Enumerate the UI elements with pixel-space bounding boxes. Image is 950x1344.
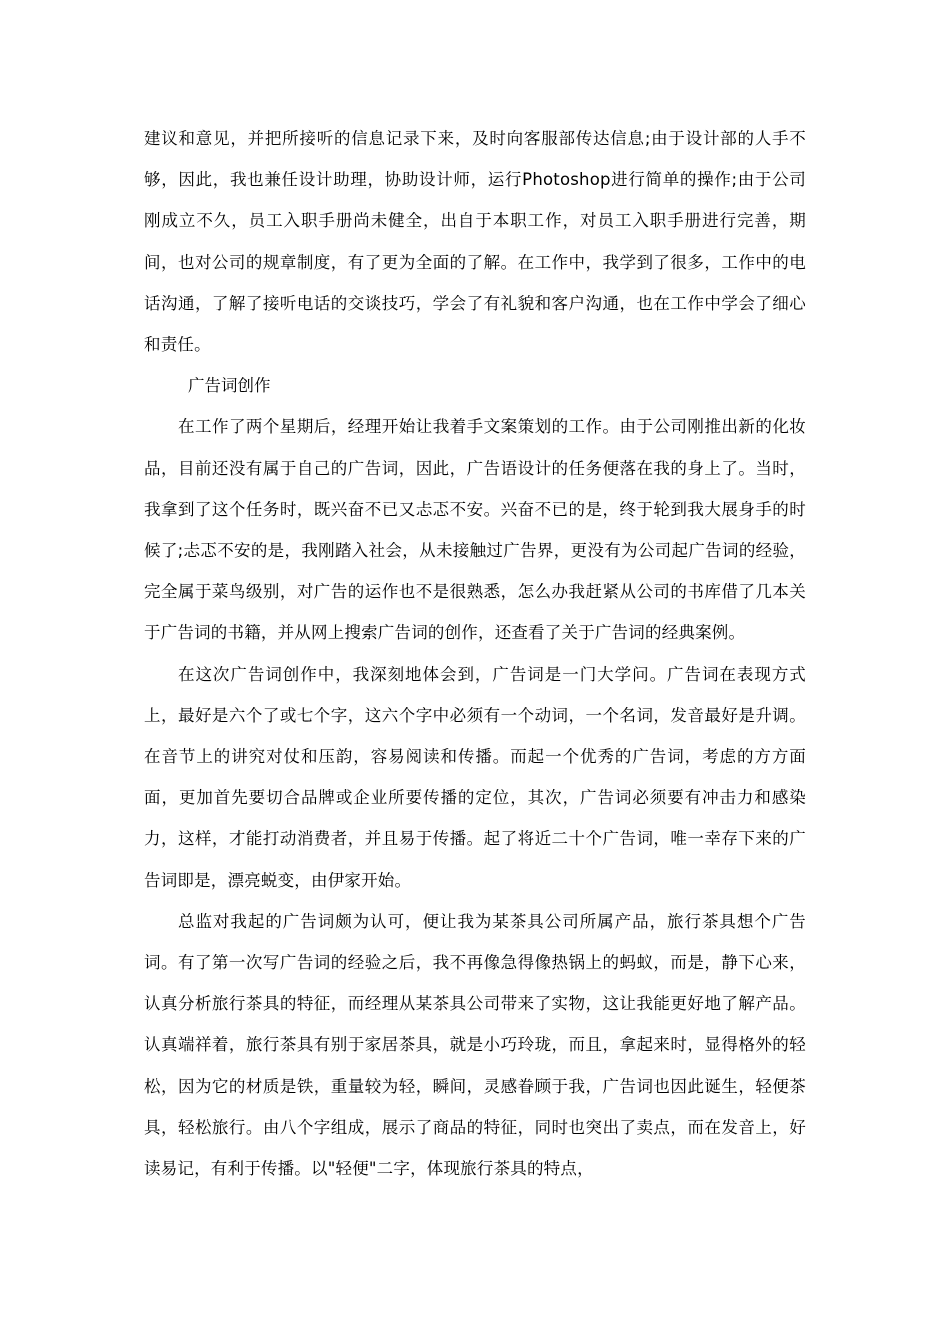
section-heading-ad-copy: 广告词创作 bbox=[188, 376, 271, 396]
paragraph-work-summary: 建议和意见，并把所接听的信息记录下来，及时向客服部传达信息;由于设计部的人手不够，因此，我也兼任设计助理，协助设计师，运行Photoshop进行简单的操作;由于公司刚成立不久，员工入职手册尚未健全，出自于本职工作，对员工入职手册进行完善，期间，也对公司的规章制度，有了更为全面的了解。在工作中，我学到了很多，工作中的电话沟通，了解了接听电话的交谈技巧，学会了有礼貌和客户沟通，也在工作中学会了细心和责任。 bbox=[144, 129, 806, 355]
paragraph-ad-lessons: 在这次广告词创作中，我深刻地体会到，广告词是一门大学问。广告词在表现方式上，最好是六个了或七个字，这六个字中必须有一个动词，一个名词，发音最好是升调。在音节上的讲究对仗和压韵，容易阅读和传播。而起一个优秀的广告词，考虑的方方面面，更加首先要切合品牌或企业所要传播的定位，其次，广告词必须要有冲击力和感染力，这样，才能打动消费者，并且易于传播。起了将近二十个广告词，唯一幸存下来的广告词即是，漂亮蜕变，由伊家开始。 bbox=[144, 664, 806, 890]
paragraph-tea-set-ad: 总监对我起的广告词颇为认可，便让我为某茶具公司所属产品，旅行茶具想个广告词。有了第一次写广告词的经验之后，我不再像急得像热锅上的蚂蚁，而是，静下心来，认真分析旅行茶具的特征，而经理从某茶具公司带来了实物，这让我能更好地了解产品。认真端祥着，旅行茶具有别于家居茶具，就是小巧玲珑，而且，拿起来时，显得格外的轻松，因为它的材质是铁，重量较为轻，瞬间，灵感眷顾于我，广告词也因此诞生，轻便茶具，轻松旅行。由八个字组成，展示了商品的特征，同时也突出了卖点，而在发音上，好读易记，有利于传播。以"轻便"二字，体现旅行茶具的特点， bbox=[144, 911, 806, 1179]
document-body bbox=[144, 118, 806, 1189]
paragraph-ad-task: 在工作了两个星期后，经理开始让我着手文案策划的工作。由于公司刚推出新的化妆品，目前还没有属于自己的广告词，因此，广告语设计的任务便落在我的身上了。当时，我拿到了这个任务时，既兴奋不已又忐忑不安。兴奋不已的是，终于轮到我大展身手的时候了;忐忑不安的是，我刚踏入社会，从未接触过广告界，更没有为公司起广告词的经验，完全属于菜鸟级别，对广告的运作也不是很熟悉，怎么办我赶紧从公司的书库借了几本关于广告词的书籍，并从网上搜索广告词的创作，还查看了关于广告词的经典案例。 bbox=[144, 417, 806, 643]
